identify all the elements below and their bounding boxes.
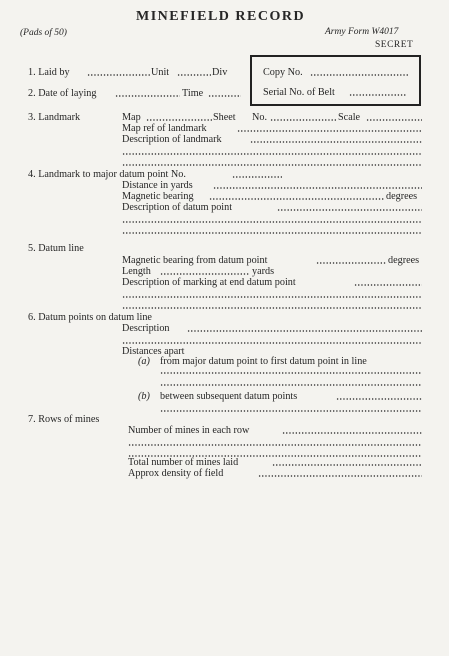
scale-label: Scale [338,112,361,123]
landmark-description-line[interactable] [122,153,422,155]
landmark-label: 3. Landmark [28,112,81,123]
form-title: MINEFIELD RECORD [136,9,306,24]
magnetic-bearing-label: Magnetic bearing [122,191,194,202]
datum-line-label: 5. Datum line [28,243,84,254]
datum-description-field[interactable] [277,209,422,211]
length-label: Length [122,266,151,277]
classification: SECRET [375,40,414,50]
degrees-label: degrees [386,191,418,202]
date-of-laying-label: 2. Date of laying [28,88,97,99]
rows-of-mines-label: 7. Rows of mines [28,414,100,425]
datum-line-degrees-label: degrees [388,255,420,266]
copy-no-label: Copy No. [263,67,303,78]
form-number: Army Form W4017 [325,27,399,37]
sheet-label: Sheet [213,112,236,123]
marking-description-field[interactable] [354,284,422,286]
serial-no-label: Serial No. of Belt [263,87,335,98]
mines-each-row-label: Number of mines in each row [128,425,250,436]
option-b-line[interactable] [160,410,422,412]
yards-label: yards [252,266,275,277]
landmark-description-field[interactable] [250,141,422,143]
serial-no-field[interactable] [349,94,406,96]
datum-point-no-field[interactable] [232,176,282,178]
scale-field[interactable] [366,119,422,121]
datum-line-bearing-field[interactable] [316,262,387,264]
datum-description-label: Description of datum point [122,202,233,213]
density-label: Approx density of field [128,468,224,479]
density-field[interactable] [258,475,422,477]
unit-label: Unit [151,67,170,78]
landmark-description-label: Description of landmark [122,134,222,145]
landmark-to-datum-label: 4. Landmark to major datum point No. [28,169,186,180]
map-ref-field[interactable] [237,130,422,132]
option-b-text: between subsequent datum points [160,391,298,402]
datum-points-label: 6. Datum points on datum line [28,312,152,323]
mines-each-row-line[interactable] [128,444,422,446]
total-mines-label: Total number of mines laid [128,457,239,468]
distance-yards-label: Distance in yards [122,180,193,191]
time-label: Time [182,88,204,99]
time-field[interactable] [208,95,241,97]
total-mines-field[interactable] [272,464,422,466]
marking-description-line[interactable] [122,296,422,298]
datum-points-description-field[interactable] [187,330,422,332]
option-b-field[interactable] [336,398,422,400]
option-b-marker: (b) [138,391,150,402]
laid-by-label: 1. Laid by [28,67,70,78]
datum-points-description-line[interactable] [122,342,422,344]
option-a-line[interactable] [160,372,422,374]
div-label: Div [212,67,228,78]
distances-apart-label: Distances apart [122,346,185,357]
map-ref-label: Map ref of landmark [122,123,207,134]
magnetic-bearing-field[interactable] [209,198,385,200]
date-field[interactable] [115,95,180,97]
distance-yards-field[interactable] [213,187,422,189]
no-label: No. [252,112,267,123]
mines-each-row-field[interactable] [282,432,422,434]
datum-points-description-label: Description [122,323,170,334]
marking-description-line[interactable] [122,307,422,309]
sheet-no-field[interactable] [270,119,336,121]
landmark-description-line[interactable] [122,164,422,166]
datum-line-bearing-label: Magnetic bearing from datum point [122,255,268,266]
unit-field[interactable] [177,74,211,76]
map-field[interactable] [146,119,212,121]
datum-description-line[interactable] [122,232,422,234]
copy-serial-box [250,55,421,106]
length-field[interactable] [160,273,250,275]
laid-by-field[interactable] [87,74,150,76]
option-a-text: from major datum point to first datum point in line [160,356,367,367]
datum-description-line[interactable] [122,221,422,223]
map-label: Map [122,112,141,123]
marking-description-label: Description of marking at end datum point [122,277,296,288]
copy-no-field[interactable] [310,74,408,76]
option-a-marker: (a) [138,356,150,367]
option-a-line[interactable] [160,384,422,386]
pads-note: (Pads of 50) [20,28,67,38]
